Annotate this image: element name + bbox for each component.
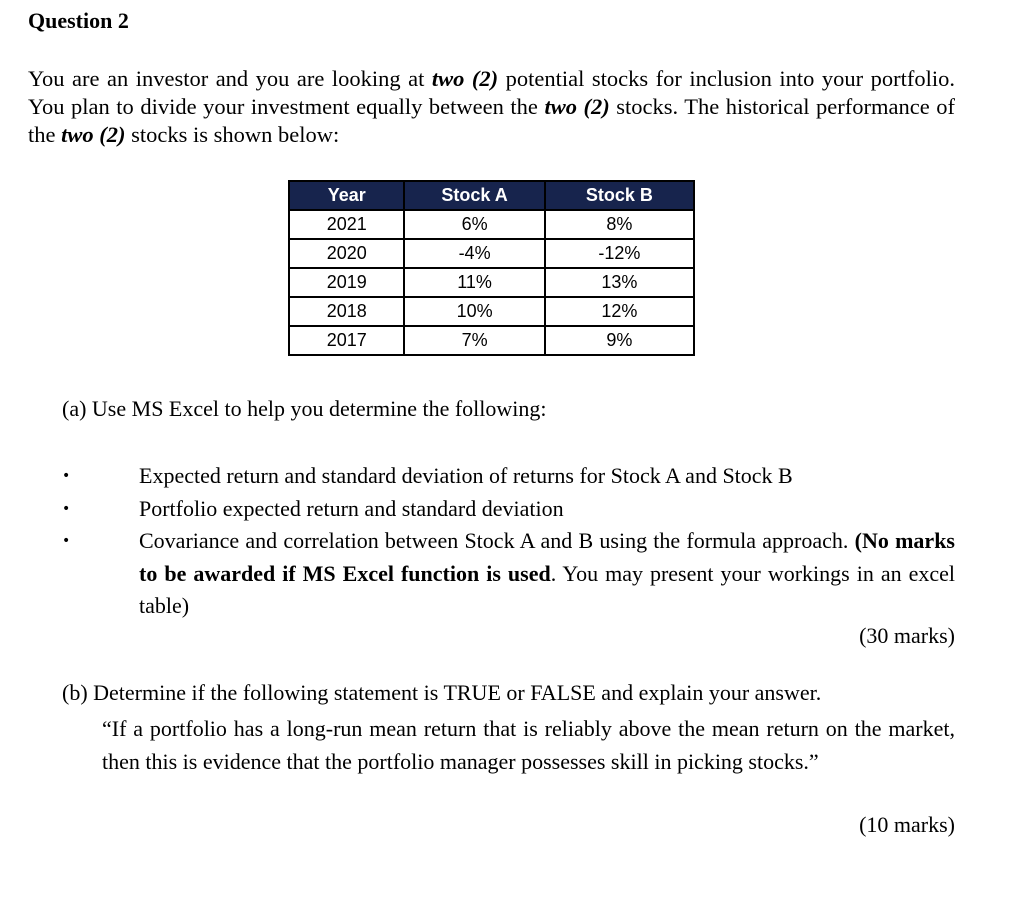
cell-year: 2017 [289,326,404,355]
intro-text-1: You are an investor and you are looking at [28,66,432,91]
part-a-marks: (30 marks) [859,623,955,648]
table-header-row [289,181,694,210]
part-b-label: (b) Determine if the following statement is TRUE or FALSE and explain your answer. [62,680,822,705]
bullet-text: Covariance and correlation between Stock A and B using the formula approach. [139,528,855,553]
part-b-marks: (10 marks) [859,812,955,837]
cell-stock-b: 12% [545,297,694,326]
cell-stock-a: 7% [404,326,544,355]
intro-emphasis-2: two (2) [544,94,610,119]
question-title: Question 2 [28,8,129,33]
cell-year: 2021 [289,210,404,239]
list-item [62,493,955,526]
table-row [289,326,694,355]
cell-year: 2018 [289,297,404,326]
part-a-label: (a) Use MS Excel to help you determine the following: [62,396,547,421]
table-row [289,239,694,268]
list-item [62,460,955,493]
cell-stock-b: 13% [545,268,694,297]
bullet-bold-note: (No marks to be awarded if MS Excel function is used [139,528,955,586]
table-row [289,268,694,297]
header-year: Year [289,181,404,210]
cell-stock-b: 9% [545,326,694,355]
intro-text-3: stocks. The historical performance of the [28,94,955,147]
part-a-bullet-list [62,460,955,623]
header-stock-a: Stock A [404,181,544,210]
intro-emphasis-1: two (2) [431,66,499,91]
cell-stock-b: -12% [545,239,694,268]
cell-stock-a: -4% [404,239,544,268]
cell-stock-a: 10% [404,297,544,326]
cell-stock-a: 11% [404,268,544,297]
intro-text-2: potential stocks for inclusion into your portfolio. You plan to divide your investment equally between the [28,66,955,119]
bullet-dot: • [62,468,71,484]
cell-stock-a: 6% [404,210,544,239]
table-row [289,210,694,239]
cell-year: 2020 [289,239,404,268]
header-stock-b: Stock B [545,181,694,210]
bullet-dot: • [62,533,71,549]
intro-emphasis-3: two (2) [61,122,126,147]
bullet-dot: • [62,500,71,517]
bullet-text-end: . You may present your workings in an excel table) [139,560,955,618]
list-item [62,525,955,623]
intro-text-4: stocks is shown below: [125,122,340,147]
table-row [289,297,694,326]
cell-year: 2019 [289,268,404,297]
bullet-text: Expected return and standard deviation of returns for Stock A and Stock B [139,463,793,488]
bullet-text: Portfolio expected return and standard deviation [139,495,564,521]
question-intro [28,65,955,149]
stock-performance-table [288,180,695,356]
part-b-quote: “If a portfolio has a long-run mean return that is reliably above the mean return on the market, then this is evidence that the portfolio manager possesses skill in picking stocks.” [102,716,955,774]
cell-stock-b: 8% [545,210,694,239]
